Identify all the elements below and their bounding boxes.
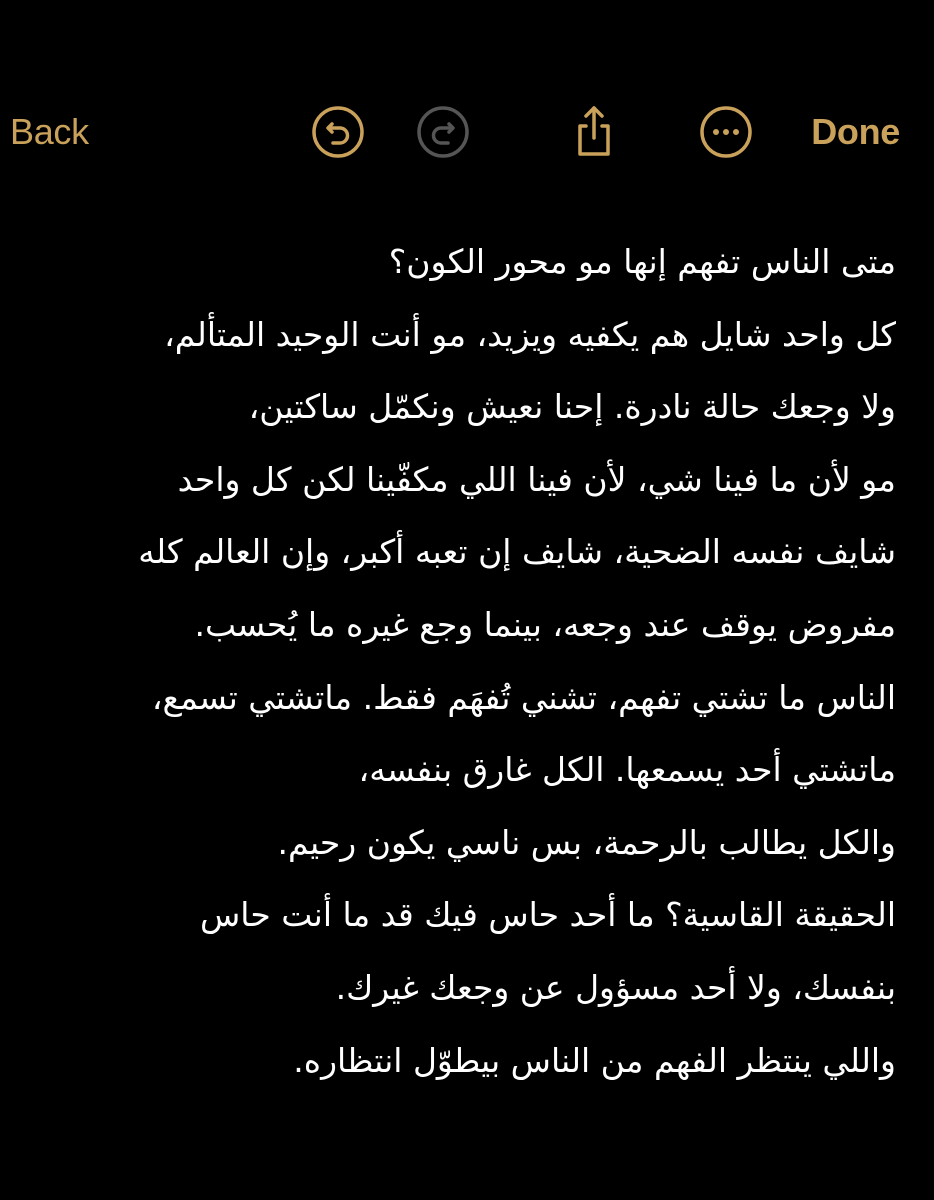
note-line: ولا وجعك حالة نادرة. إحنا نعيش ونكمّل ساكتين، [248, 387, 896, 427]
note-line: بنفسك، ولا أحد مسؤول عن وجعك غيرك. [335, 967, 896, 1007]
done-button[interactable]: Done [811, 111, 900, 152]
note-line: مفروض يوقف عند وجعه، بينما وجع غيره ما يُحسب. [194, 604, 896, 644]
back-button[interactable]: Back [10, 111, 89, 152]
notes-toolbar [0, 98, 934, 166]
note-line: مو لأن ما فينا شي، لأن فينا اللي مكفّينا لكن كل واحد [177, 459, 896, 499]
more-icon[interactable] [698, 104, 754, 160]
undo-icon[interactable] [310, 104, 366, 160]
note-line: ماتشتي أحد يسمعها. الكل غارق بنفسه، [358, 750, 896, 790]
note-line: كل واحد شايل هم يكفيه ويزيد، مو أنت الوحيد المتألم، [164, 314, 896, 354]
redo-icon[interactable] [415, 104, 471, 160]
note-body[interactable] [16, 226, 896, 1097]
note-line: شايف نفسه الضحية، شايف إن تعبه أكبر، وإن العالم كله [138, 532, 896, 572]
note-line: واللي ينتظر الفهم من الناس بيطوّل انتظاره. [293, 1040, 896, 1080]
note-line: الناس ما تشتي تفهم، تشني تُفهَم فقط. ماتشتي تسمع، [151, 677, 896, 717]
note-line: والكل يطالب بالرحمة، بس ناسي يكون رحيم. [277, 822, 896, 862]
note-line: الحقيقة القاسية؟ ما أحد حاس فيك قد ما أنت حاس [200, 895, 896, 935]
note-line: متى الناس تفهم إنها مو محور الكون؟ [388, 242, 896, 281]
share-icon[interactable] [566, 104, 622, 160]
